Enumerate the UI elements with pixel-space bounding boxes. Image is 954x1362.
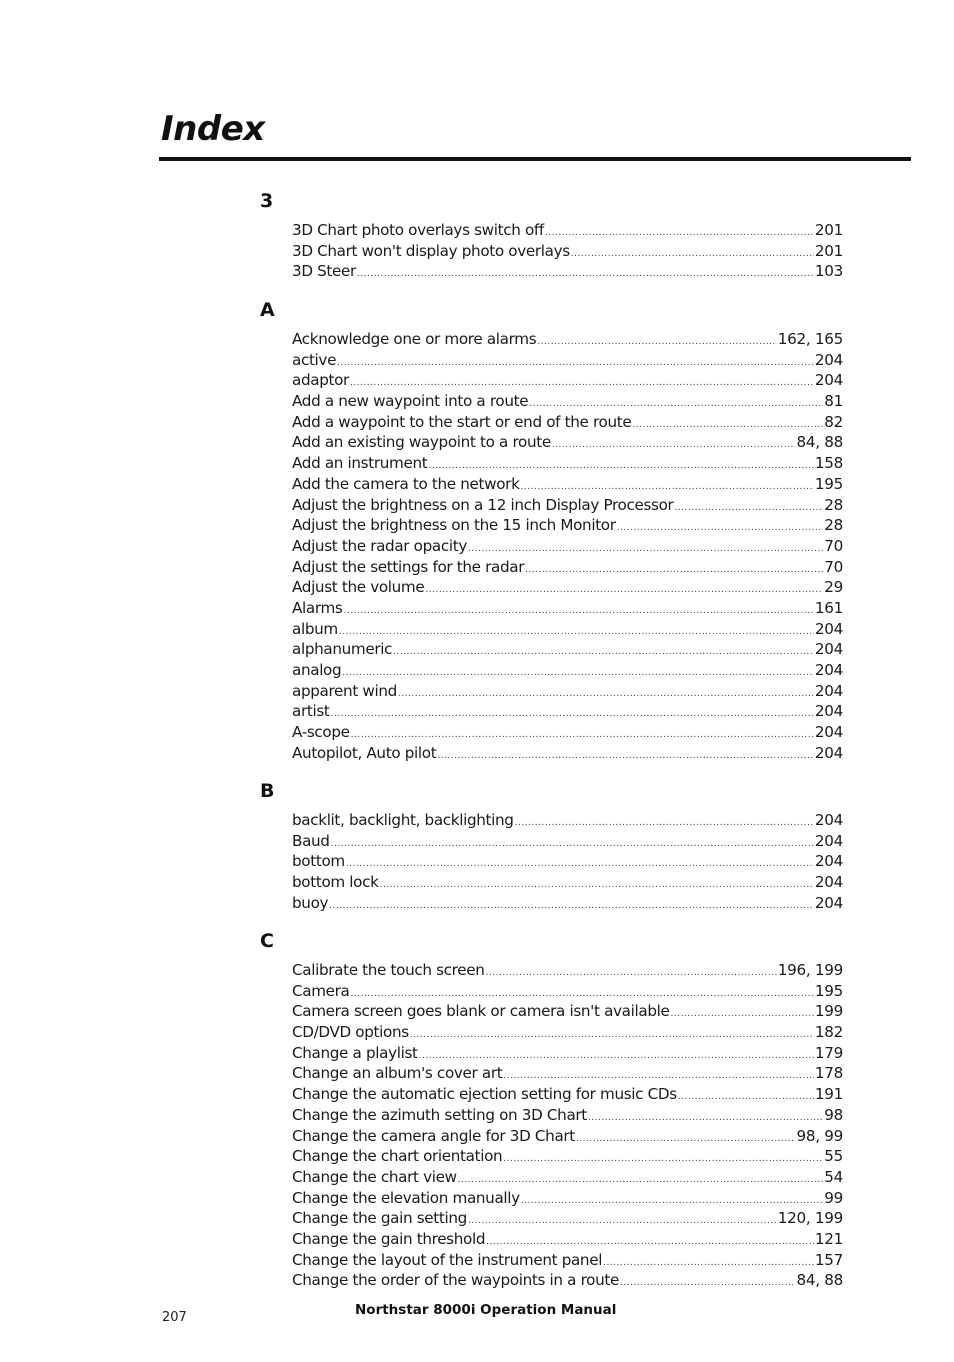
entry-term: 3D Chart photo overlays switch off xyxy=(292,221,544,239)
dot-leader xyxy=(503,1149,823,1170)
section-letter: B xyxy=(260,780,275,802)
entry-term: Autopilot, Auto pilot xyxy=(292,743,437,762)
dot-leader xyxy=(337,353,814,374)
entry-pages: 121 xyxy=(814,1229,843,1248)
entry-term: Change the camera angle for 3D Chart xyxy=(292,1126,575,1145)
entry-pages: 204 xyxy=(814,661,843,679)
entry-term: adaptor xyxy=(292,371,349,390)
dot-leader xyxy=(331,834,814,855)
entry-pages: 204 xyxy=(814,619,843,638)
entry-pages: 28 xyxy=(824,495,843,514)
entry-pages: 99 xyxy=(824,1188,843,1207)
index-entry xyxy=(292,639,843,660)
entry-pages: 70 xyxy=(824,557,843,576)
entry-term: Change an album's cover art xyxy=(292,1064,503,1083)
dot-leader xyxy=(620,1273,795,1294)
entry-term: Add an instrument xyxy=(292,454,428,473)
section-letter: C xyxy=(260,930,274,952)
entry-term: Adjust the radar opacity xyxy=(292,536,467,555)
entry-pages: 161 xyxy=(814,598,843,617)
index-entry xyxy=(292,1270,843,1291)
entry-pages: 158 xyxy=(814,454,843,473)
entry-pages: 204 xyxy=(814,893,843,912)
dot-leader xyxy=(346,854,814,875)
dot-leader xyxy=(525,560,823,581)
index-entry xyxy=(292,557,843,578)
section-letter: 3 xyxy=(260,190,274,212)
dot-leader xyxy=(425,580,823,601)
entry-term: backlit, backlight, backlighting xyxy=(292,811,514,829)
index-entry xyxy=(292,241,843,262)
entry-pages: 103 xyxy=(814,262,843,281)
entry-term: Change the gain threshold xyxy=(292,1229,486,1248)
dot-leader xyxy=(588,1108,823,1129)
index-entry xyxy=(292,722,843,743)
entry-term: CD/DVD options xyxy=(292,1023,409,1042)
entry-term: Change the chart orientation xyxy=(292,1147,503,1166)
entry-term: apparent wind xyxy=(292,681,397,700)
index-entry xyxy=(292,220,843,241)
entry-term: buoy xyxy=(292,893,329,912)
entry-term: Adjust the brightness on a 12 inch Display Processor xyxy=(292,495,674,514)
entry-pages: 70 xyxy=(824,536,843,555)
entry-list xyxy=(292,960,843,1291)
index-entry xyxy=(292,660,843,681)
entry-term: Change the automatic ejection setting for music CDs xyxy=(292,1085,677,1104)
entry-term: A-scope xyxy=(292,723,350,742)
index-entry xyxy=(292,1043,843,1064)
entry-pages: 54 xyxy=(824,1167,843,1186)
entry-term: Adjust the brightness on the 15 inch Monitor xyxy=(292,516,616,535)
dot-leader xyxy=(437,746,814,767)
entry-list xyxy=(292,329,843,763)
entry-pages: 29 xyxy=(824,578,843,597)
index-entry xyxy=(292,1022,843,1043)
entry-term: Change the azimuth setting on 3D Chart xyxy=(292,1105,587,1124)
entry-pages: 55 xyxy=(824,1147,843,1166)
dot-leader xyxy=(468,1211,777,1232)
footer-title: Northstar 8000i Operation Manual xyxy=(355,1302,617,1318)
index-entry xyxy=(292,743,843,764)
entry-term: Add a waypoint to the start or end of the route xyxy=(292,412,632,431)
entry-pages: 201 xyxy=(814,221,843,239)
index-entry xyxy=(292,893,843,914)
dot-leader xyxy=(670,1004,813,1025)
index-entry xyxy=(292,960,843,981)
index-entry xyxy=(292,1167,843,1188)
entry-list xyxy=(292,220,843,282)
index-entry xyxy=(292,370,843,391)
entry-pages: 84, 88 xyxy=(796,1271,843,1290)
page-number: 207 xyxy=(162,1310,187,1325)
entry-term: Adjust the volume xyxy=(292,578,425,597)
index-entry xyxy=(292,1208,843,1229)
entry-term: Adjust the settings for the radar xyxy=(292,557,525,576)
entry-pages: 81 xyxy=(824,392,843,411)
dot-leader xyxy=(344,601,814,622)
entry-pages: 204 xyxy=(814,350,843,369)
index-entry xyxy=(292,681,843,702)
index-entry xyxy=(292,831,843,852)
index-entry xyxy=(292,810,843,831)
index-entry xyxy=(292,329,843,350)
entry-pages: 204 xyxy=(814,640,843,659)
entry-term: Change the layout of the instrument panel xyxy=(292,1250,603,1269)
entry-term: Change the order of the waypoints in a route xyxy=(292,1271,619,1290)
dot-leader xyxy=(603,1253,814,1274)
dot-leader xyxy=(398,684,814,705)
entry-term: Add an existing waypoint to a route xyxy=(292,433,551,452)
entry-pages: 191 xyxy=(814,1085,843,1104)
index-entry xyxy=(292,981,843,1002)
page-title: Index xyxy=(161,109,265,149)
index-entry xyxy=(292,1001,843,1022)
entry-pages: 204 xyxy=(814,371,843,390)
dot-leader xyxy=(331,704,814,725)
index-entry xyxy=(292,1126,843,1147)
index-entry xyxy=(292,412,843,433)
entry-term: Alarms xyxy=(292,598,343,617)
dot-leader xyxy=(617,518,824,539)
dot-leader xyxy=(545,223,814,244)
entry-pages: 195 xyxy=(814,474,843,493)
index-entry xyxy=(292,851,843,872)
index-entry xyxy=(292,515,843,536)
entry-term: Change the gain setting xyxy=(292,1209,467,1228)
index-entry xyxy=(292,495,843,516)
entry-term: artist xyxy=(292,702,330,721)
entry-term: Change a playlist xyxy=(292,1043,418,1062)
index-entry xyxy=(292,1188,843,1209)
entry-pages: 98, 99 xyxy=(796,1126,843,1145)
entry-term: Camera screen goes blank or camera isn't available xyxy=(292,1002,670,1021)
entry-pages: 120, 199 xyxy=(777,1209,843,1228)
index-entry xyxy=(292,474,843,495)
index-entry xyxy=(292,598,843,619)
dot-leader xyxy=(537,332,777,353)
entry-term: Baud xyxy=(292,831,330,850)
entry-term: Camera xyxy=(292,981,350,1000)
index-entry xyxy=(292,1063,843,1084)
dot-leader xyxy=(552,435,796,456)
entry-pages: 204 xyxy=(814,723,843,742)
entry-pages: 204 xyxy=(814,811,843,829)
index-entry xyxy=(292,701,843,722)
entry-term: Add the camera to the network xyxy=(292,474,520,493)
dot-leader xyxy=(357,264,814,285)
index-entry xyxy=(292,350,843,371)
entry-pages: 199 xyxy=(814,1002,843,1021)
dot-leader xyxy=(571,244,814,265)
entry-term: alphanumeric xyxy=(292,640,393,659)
entry-term: analog xyxy=(292,661,342,679)
entry-pages: 204 xyxy=(814,702,843,721)
entry-pages: 98 xyxy=(824,1105,843,1124)
entry-term: 3D Chart won't display photo overlays xyxy=(292,241,570,260)
dot-leader xyxy=(576,1129,796,1150)
entry-term: album xyxy=(292,619,338,638)
dot-leader xyxy=(342,663,814,684)
dot-leader xyxy=(410,1025,814,1046)
entry-list xyxy=(292,810,843,913)
index-entry xyxy=(292,872,843,893)
dot-leader xyxy=(380,875,814,896)
entry-term: Calibrate the touch screen xyxy=(292,961,485,979)
index-entry xyxy=(292,619,843,640)
index-entry xyxy=(292,577,843,598)
entry-term: Change the elevation manually xyxy=(292,1188,520,1207)
entry-pages: 84, 88 xyxy=(796,433,843,452)
entry-pages: 204 xyxy=(814,852,843,871)
entry-pages: 204 xyxy=(814,873,843,892)
entry-term: bottom xyxy=(292,852,345,871)
dot-leader xyxy=(515,813,814,834)
dot-leader xyxy=(393,642,814,663)
entry-pages: 162, 165 xyxy=(777,330,843,348)
entry-term: bottom lock xyxy=(292,873,379,892)
entry-term: 3D Steer xyxy=(292,262,356,281)
entry-pages: 28 xyxy=(824,516,843,535)
entry-pages: 182 xyxy=(814,1023,843,1042)
entry-pages: 204 xyxy=(814,681,843,700)
section-letter: A xyxy=(260,299,275,321)
dot-leader xyxy=(674,498,823,519)
index-entry xyxy=(292,1146,843,1167)
index-entry xyxy=(292,1084,843,1105)
entry-term: active xyxy=(292,350,337,369)
title-rule xyxy=(159,157,911,161)
entry-pages: 204 xyxy=(814,831,843,850)
entry-pages: 195 xyxy=(814,981,843,1000)
index-entry xyxy=(292,261,843,282)
entry-pages: 201 xyxy=(814,241,843,260)
index-entry xyxy=(292,1229,843,1250)
entry-term: Acknowledge one or more alarms xyxy=(292,330,537,348)
entry-pages: 82 xyxy=(824,412,843,431)
dot-leader xyxy=(678,1087,814,1108)
entry-term: Add a new waypoint into a route xyxy=(292,392,529,411)
dot-leader xyxy=(632,415,823,436)
index-entry xyxy=(292,1250,843,1271)
entry-pages: 178 xyxy=(814,1064,843,1083)
entry-pages: 204 xyxy=(814,743,843,762)
entry-term: Change the chart view xyxy=(292,1167,457,1186)
entry-pages: 157 xyxy=(814,1250,843,1269)
index-entry xyxy=(292,391,843,412)
dot-leader xyxy=(329,896,814,917)
entry-pages: 179 xyxy=(814,1043,843,1062)
index-entry xyxy=(292,432,843,453)
index-entry xyxy=(292,536,843,557)
index-entry xyxy=(292,1105,843,1126)
dot-leader xyxy=(339,622,814,643)
entry-pages: 196, 199 xyxy=(777,961,843,979)
dot-leader xyxy=(485,963,776,984)
index-entry xyxy=(292,453,843,474)
